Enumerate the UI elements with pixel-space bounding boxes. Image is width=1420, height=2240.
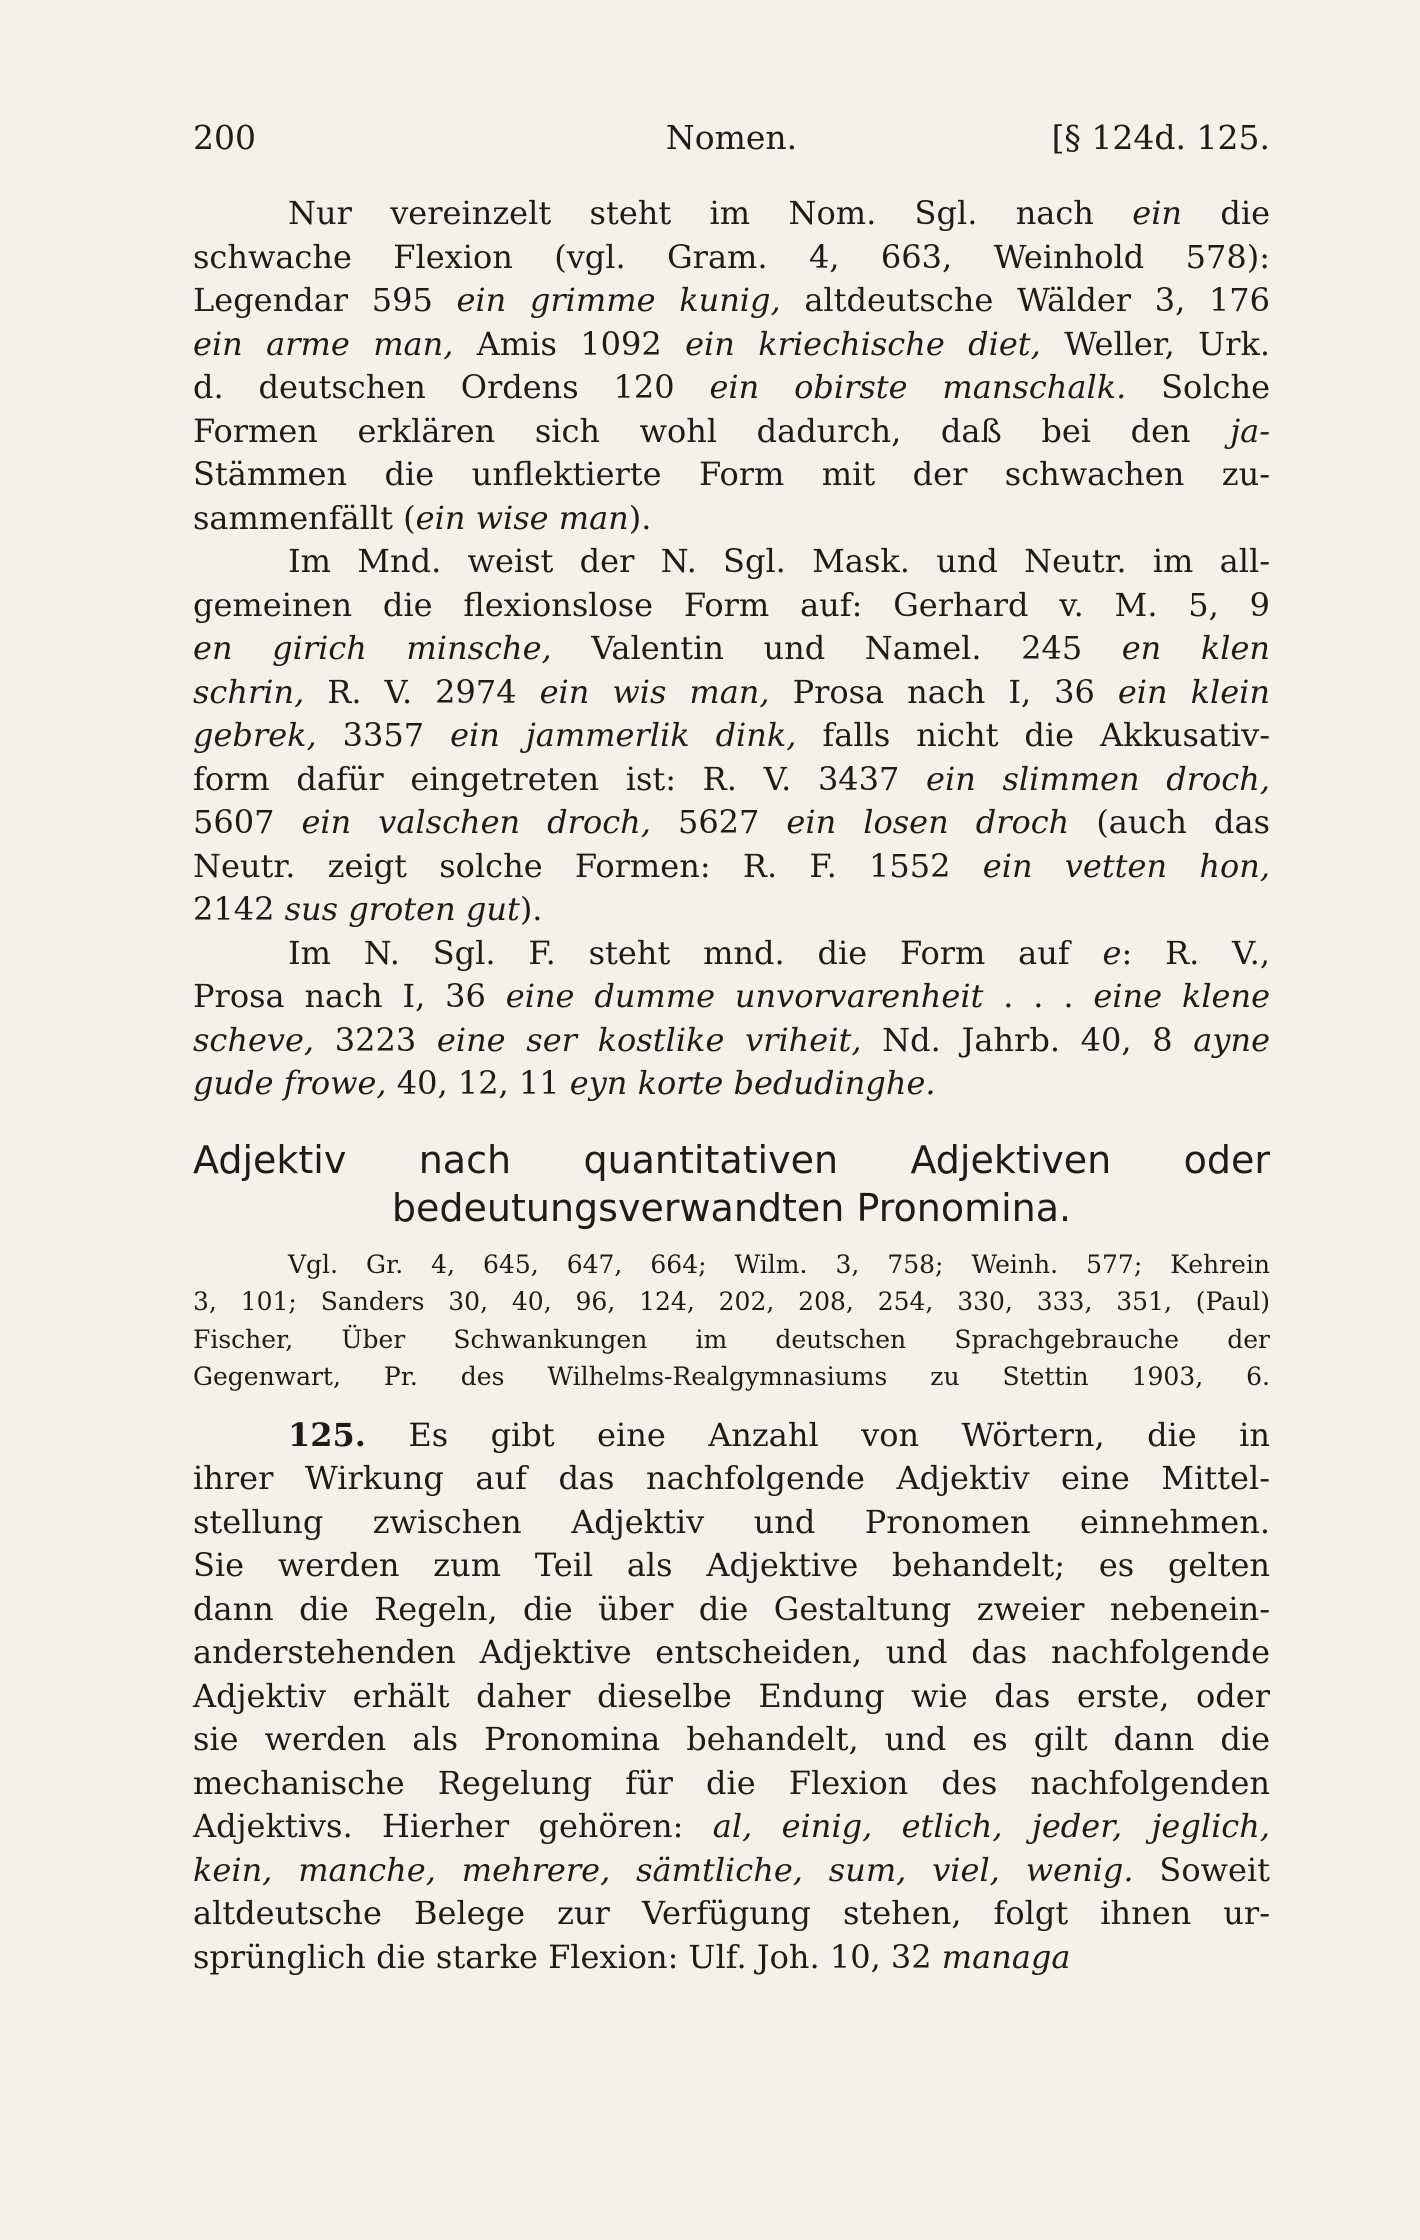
text-run: Valentin und Namel. 245 — [551, 629, 1122, 667]
text-line — [193, 801, 1270, 845]
italic-citation: ein wis man, — [539, 672, 770, 711]
reference-line: 3, 101; Sanders 30, 40, 96, 124, 202, 208, 254, 330, 333, 351, (Paul) — [193, 1287, 1270, 1316]
text-line — [193, 1675, 1270, 1719]
text-line — [193, 584, 1270, 628]
text-line — [193, 1588, 1270, 1632]
text-run: Im Mnd. weist der N. Sgl. Mask. und Neutr. im all- — [288, 542, 1270, 580]
text-run: Nd. Jahrb. 40, 8 — [861, 1020, 1194, 1059]
italic-citation: ayne — [1193, 1020, 1270, 1059]
reference-line: Gegenwart, Pr. des Wilhelms-Realgymnasiums zu Stettin 1903, 6. — [193, 1362, 1270, 1391]
text-run: form dafür eingetreten ist: R. V. 3437 — [193, 759, 927, 798]
text-run: 3357 — [316, 716, 451, 754]
paragraph-2 — [193, 540, 1270, 932]
italic-citation: ein losen droch — [786, 803, 1070, 841]
section-reference: [§ 124d. 125. — [1051, 118, 1270, 157]
section-heading-line-1: Adjektiv nach quantitativen Adjektiven oder — [193, 1137, 1270, 1182]
italic-citation: e — [1102, 933, 1122, 972]
text-run: Legendar 595 — [193, 281, 457, 319]
text-run: R. V. 2974 — [304, 672, 540, 711]
text-run: Nur vereinzelt steht im Nom. Sgl. nach — [288, 194, 1133, 232]
running-header — [193, 118, 1270, 164]
text-run: 3223 — [314, 1020, 437, 1059]
text-line — [193, 1936, 1270, 1980]
text-line — [193, 932, 1270, 976]
italic-citation: ein obirste manschalk. — [709, 368, 1127, 406]
italic-citation: managa — [941, 1937, 1071, 1976]
paragraph-3 — [193, 932, 1270, 1106]
text-run: ). — [519, 890, 543, 928]
text-run: sammenfällt ( — [193, 498, 416, 537]
text-line — [193, 1718, 1270, 1762]
text-line — [193, 497, 1270, 541]
italic-citation: sus groten gut — [284, 890, 520, 928]
text-line — [193, 758, 1270, 802]
text-line — [193, 1805, 1270, 1849]
text-run: Adjektivs. Hierher gehören: — [193, 1807, 713, 1845]
text-run: 5627 — [650, 803, 787, 841]
page-body — [193, 192, 1270, 1979]
italic-citation: gude frowe, — [193, 1064, 387, 1102]
text-run: sie werden als Pronomina behandelt, und es gilt dann die — [193, 1720, 1270, 1758]
text-run: 2142 — [193, 890, 285, 928]
italic-citation: ein wise man — [415, 498, 629, 537]
running-title: Nomen. — [665, 118, 798, 157]
text-line — [193, 1849, 1270, 1893]
text-line — [193, 410, 1270, 454]
text-run: Im N. Sgl. F. steht mnd. die Form auf — [288, 933, 1103, 972]
text-line — [193, 1892, 1270, 1936]
text-line — [193, 323, 1270, 367]
text-line — [193, 453, 1270, 497]
text-line — [193, 671, 1270, 715]
text-run: schwache Flexion (vgl. Gram. 4, 663, Weinhold 578): — [193, 237, 1270, 276]
italic-citation: schrin, — [193, 672, 305, 711]
text-line — [193, 1762, 1270, 1806]
text-run: ihrer Wirkung auf das nachfolgende Adjektiv eine Mittel- — [193, 1459, 1270, 1497]
italic-citation: ein grimme kunig, — [456, 281, 781, 319]
text-run: Prosa nach I, 36 — [193, 977, 506, 1015]
paragraph-1 — [193, 192, 1270, 540]
italic-citation: scheve, — [193, 1020, 315, 1059]
italic-citation: al, einig, etlich, jeder, jeglich, — [712, 1807, 1271, 1845]
italic-citation: eyn korte bedudinghe. — [569, 1064, 936, 1102]
italic-citation: ein valschen droch, — [301, 803, 651, 841]
text-line — [193, 1414, 1270, 1458]
italic-citation: eine dumme unvorvarenheit — [505, 977, 984, 1015]
text-run: Neutr. zeigt solche Formen: R. F. 1552 — [193, 846, 983, 885]
text-run: dann die Regeln, die über die Gestaltung zweier nebenein- — [193, 1589, 1270, 1628]
text-run: gemeinen die flexionslose Form auf: Gerhard v. M. 5, 9 — [193, 585, 1270, 624]
section-125 — [193, 1414, 1270, 1980]
italic-citation: ein slimmen droch, — [926, 759, 1271, 798]
text-run: Stämmen die unflektierte Form mit der schwachen zu- — [193, 455, 1270, 493]
text-run: altdeutsche Belege zur Verfügung stehen, folgt ihnen ur- — [193, 1894, 1270, 1932]
italic-citation: ja- — [1230, 411, 1270, 450]
text-line — [193, 1062, 1270, 1106]
italic-citation: kein, manche, mehrere, sämtliche, sum, viel, wenig. — [193, 1850, 1134, 1889]
text-run: (auch das — [1069, 803, 1271, 841]
italic-citation: gebrek, — [193, 716, 317, 754]
text-line — [193, 1544, 1270, 1588]
text-run: ). — [628, 498, 652, 537]
italic-citation: en girich minsche, — [193, 629, 552, 667]
page-number: 200 — [193, 118, 256, 157]
text-line — [193, 279, 1270, 323]
text-run: falls nicht die Akkusativ- — [796, 716, 1271, 754]
text-line — [193, 236, 1270, 280]
italic-citation: ein vetten hon, — [982, 846, 1271, 885]
text-line — [193, 1457, 1270, 1501]
text-line — [193, 1019, 1270, 1063]
italic-citation: en klen — [1121, 629, 1271, 667]
text-run: Prosa nach I, 36 — [769, 672, 1118, 711]
text-run: Adjektiv erhält daher dieselbe Endung wie das erste, oder — [193, 1676, 1270, 1715]
italic-citation: ein klein — [1117, 672, 1271, 711]
text-line — [193, 714, 1270, 758]
italic-citation: ein jammerlik dink, — [450, 716, 797, 754]
italic-citation: ein arme man, — [193, 324, 454, 363]
text-run: Solche — [1126, 368, 1271, 406]
text-line — [193, 1631, 1270, 1675]
text-run: stellung zwischen Adjektiv und Pronomen einnehmen. — [193, 1502, 1270, 1541]
text-line — [193, 366, 1270, 410]
text-run: 40, 12, 11 — [386, 1064, 570, 1102]
text-run: Amis 1092 — [453, 324, 686, 363]
text-run: anderstehenden Adjektive entscheiden, und das nachfolgende — [193, 1633, 1270, 1671]
text-run: altdeutsche Wälder 3, 176 — [780, 281, 1271, 319]
text-run: die — [1182, 194, 1271, 232]
text-line — [193, 975, 1270, 1019]
text-line — [193, 627, 1270, 671]
text-run: : R. V., — [1121, 933, 1271, 972]
section-number: 125. — [288, 1415, 366, 1454]
text-line — [193, 845, 1270, 889]
italic-citation: eine klene — [1093, 977, 1271, 1015]
text-run: Soweit — [1133, 1850, 1271, 1889]
text-run: Es gibt eine Anzahl von Wörtern, die in — [365, 1415, 1270, 1454]
reference-line: Fischer, Über Schwankungen im deutschen Sprachgebrauche der — [193, 1324, 1270, 1354]
text-run: mechanische Regelung für die Flexion des nachfolgenden — [193, 1763, 1270, 1802]
italic-citation: ein — [1132, 194, 1183, 232]
italic-citation: ein kriechische diet, — [685, 324, 1041, 363]
section-heading-line-2: bedeutungsverwandten Pronomina. — [391, 1185, 1072, 1230]
text-line — [193, 1501, 1270, 1545]
text-run: Formen erklären sich wohl dadurch, daß bei den — [193, 411, 1231, 450]
text-line — [193, 888, 1270, 932]
text-run: Weller, Urk. — [1040, 324, 1271, 363]
reference-line: Vgl. Gr. 4, 645, 647, 664; Wilm. 3, 758; Weinh. 577; Kehrein — [288, 1249, 1270, 1279]
text-run: . . . — [983, 977, 1094, 1015]
italic-citation: eine ser kostlike vriheit, — [436, 1020, 862, 1059]
references-block — [193, 1246, 1270, 1396]
text-run: 5607 — [193, 803, 302, 841]
text-run: d. deutschen Ordens 120 — [193, 368, 710, 406]
text-run: Sie werden zum Teil als Adjektive behandelt; es gelten — [193, 1546, 1270, 1584]
text-run: sprünglich die starke Flexion: Ulf. Joh. 10, 32 — [193, 1937, 942, 1976]
text-line — [193, 540, 1270, 584]
text-line — [193, 192, 1270, 236]
